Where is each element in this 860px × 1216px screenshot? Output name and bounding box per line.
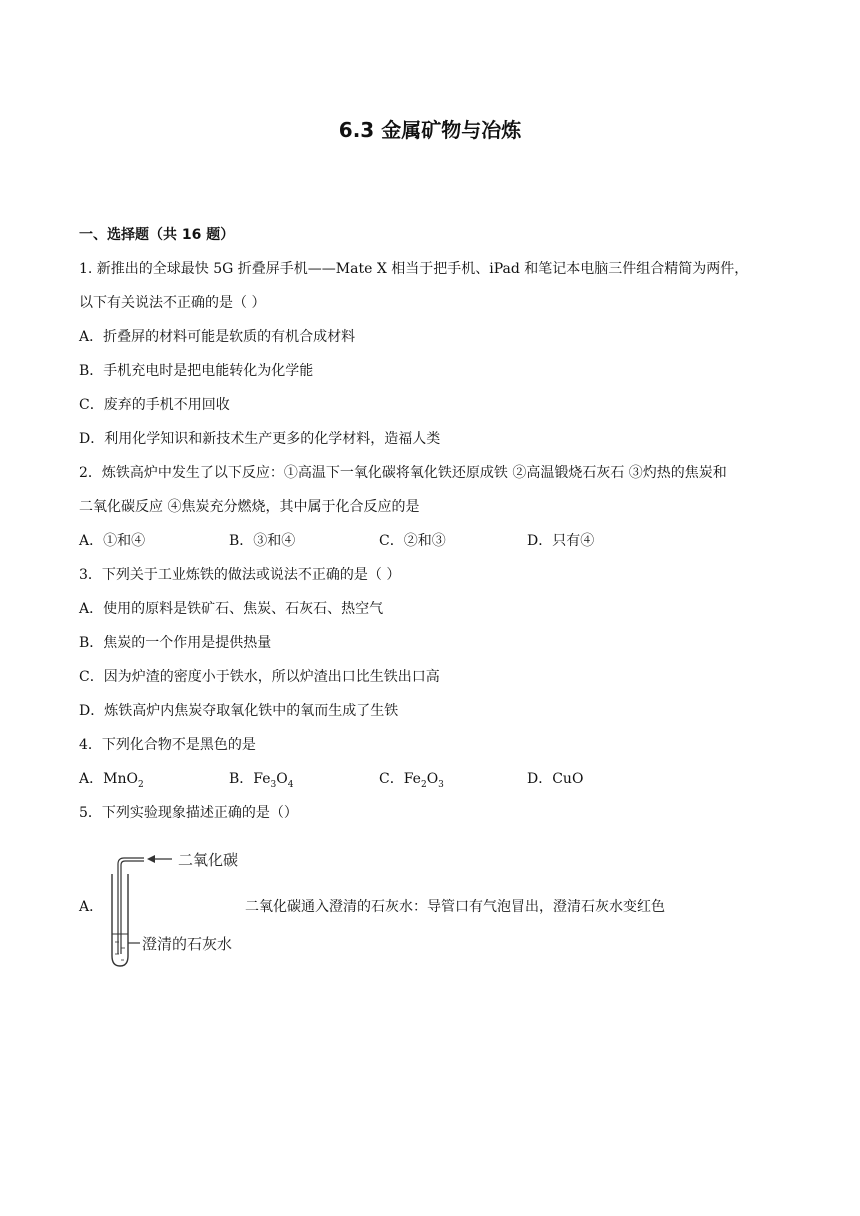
q3-stem: 3．下列关于工业炼铁的做法或说法不正确的是（ ）: [79, 567, 401, 583]
q2-options: [79, 530, 594, 550]
q4-stem: 4．下列化合物不是黑色的是: [79, 737, 256, 753]
q4-options: [79, 768, 583, 790]
q3-option-b: B．焦炭的一个作用是提供热量: [79, 635, 272, 651]
q1-option-c: C．废弃的手机不用回收: [79, 397, 230, 413]
delivery-tube: [118, 858, 144, 954]
q1-option-a: A．折叠屏的材料可能是软质的有机合成材料: [79, 329, 356, 345]
q2-stem-line2: 二氧化碳反应 ④焦炭充分燃烧，其中属于化合反应的是: [79, 499, 420, 515]
label-limewater: 澄清的石灰水: [142, 935, 233, 953]
q2-stem-line1: 2．炼铁高炉中发生了以下反应：①高温下一氧化碳将氧化铁还原成铁 ②高温锻烧石灰石 ③灼热的焦炭和: [79, 465, 727, 481]
q4-option-c: C．$Fe_2O_3$: [379, 771, 444, 790]
q2-option-c: C．②和③: [379, 533, 446, 549]
q1-option-d: D．利用化学知识和新技术生产更多的化学材料，造福人类: [79, 431, 441, 447]
q4-option-d: D．CuO: [527, 771, 584, 787]
q5-option-a-text: 二氧化碳通入澄清的石灰水：导管口有气泡冒出，澄清石灰水变红色: [245, 899, 665, 915]
q4-option-b: B．$Fe_3O_4$: [229, 771, 294, 790]
q5-stem: 5．下列实验现象描述正确的是（）: [79, 805, 298, 821]
q2-option-b: B．③和④: [229, 533, 296, 549]
test-tube-outline: [112, 874, 128, 966]
q1-option-b: B．手机充电时是把电能转化为化学能: [79, 363, 314, 379]
q3-option-d: D．炼铁高炉内焦炭夺取氧化铁中的氧而生成了生铁: [79, 703, 399, 719]
page-title: 6.3 金属矿物与冶炼: [338, 118, 522, 142]
test-tube-diagram: [100, 850, 250, 972]
section-heading: 一、选择题（共 16 题）: [79, 227, 235, 243]
label-co2: 二氧化碳: [178, 851, 239, 869]
q1-stem-line2: 以下有关说法不正确的是（ ）: [79, 295, 266, 311]
q4-option-a: A．MnO$_2$: [79, 771, 144, 790]
q1-stem-line1: 1. 新推出的全球最快 5G 折叠屏手机——Mate X 相当于把手机、iPad 和笔记本电脑三件组合精简为两件，: [79, 261, 749, 277]
q2-option-d: D．只有④: [527, 533, 595, 549]
q3-option-a: A．使用的原料是铁矿石、焦炭、石灰石、热空气: [79, 601, 384, 617]
q2-option-a: A．①和④: [79, 533, 146, 549]
q3-option-c: C．因为炉渣的密度小于铁水，所以炉渣出口比生铁出口高: [79, 669, 440, 685]
arrow-head-icon: [147, 855, 155, 863]
q5-option-a-label: A．: [79, 899, 104, 915]
